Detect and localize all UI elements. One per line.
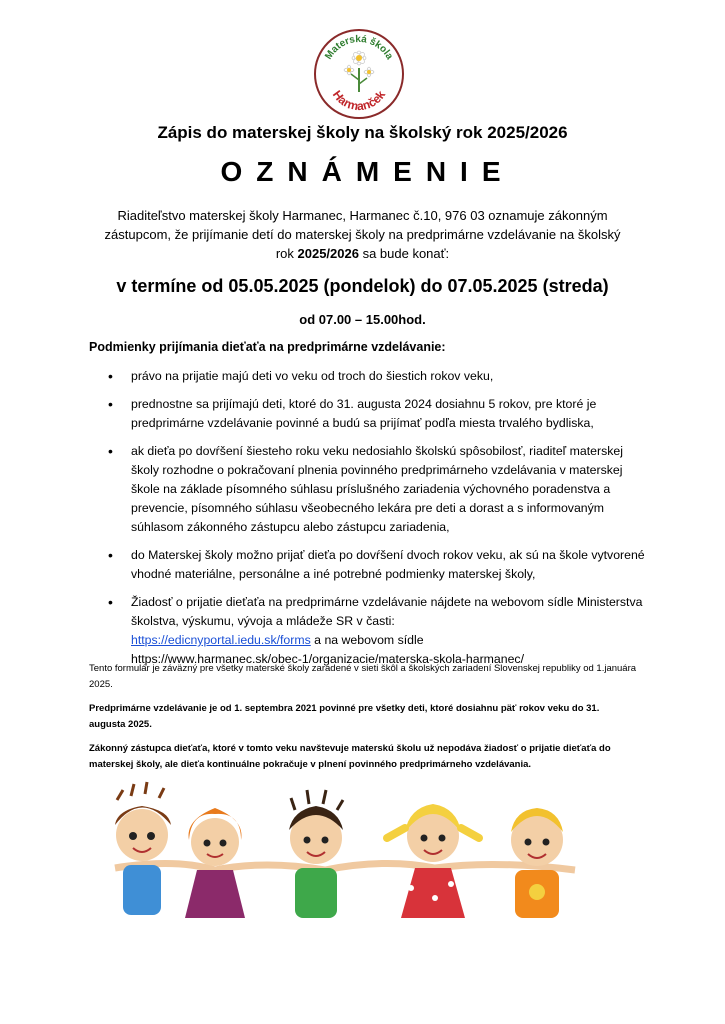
enrollment-dates: v termíne od 05.05.2025 (pondelok) do 07.05.2025 (streda) (116, 276, 609, 296)
application-info-text: Žiadosť o prijatie dieťaťa na predprimárne vzdelávanie nájdete na webovom sídle Ministerstva školstva, výskumu, vývoja a mládeže SR v časti: (131, 595, 643, 628)
note-guardian: Zákonný zástupca dieťaťa, ktoré v tomto veku navštevuje materskú školu už nepodáva žiadosť o prijatie dieťaťa do materskej školy, ale dieťa kontinuálne pokračuje v plnení povinného predprimárneho vzdelávania. (89, 743, 611, 770)
list-item: • ak dieťa po dovŕšení šiesteho roku veku nedosiahlo školskú spôsobilosť, riaditeľ materskej školy rozhodne o pokračovaní plnenia povinného predprimárneho vzdelávania v materskej škole na základe písomného súhlasu príslušného zariadenia výchovného poradenstva a prevencie, písomného súhlasu všeobecného lekára pre deti a dorast a s informovaným súhlasom zákonného zástupcu alebo zástupcu zariadenia, (89, 442, 649, 537)
intro-line-3-b: sa bude konať: (358, 246, 450, 261)
intro-line-2: zástupcom, že prijímanie detí do materskej školy na predprimárne vzdelávanie na školský (104, 227, 621, 242)
logo-text-top: Materská škola (323, 33, 395, 62)
list-item: • právo na prijatie majú deti vo veku od troch do šiestich rokov veku, (89, 367, 649, 386)
conditions-heading: Podmienky prijímania dieťaťa na predprimárne vzdelávanie: (89, 340, 446, 354)
subtitle: Zápis do materskej školy na školský rok 2025/2026 (157, 123, 568, 142)
children-holding-hands-icon (95, 770, 600, 920)
enrollment-hours: od 07.00 – 15.00hod. (299, 312, 426, 327)
edicny-portal-link[interactable]: https://edicnyportal.iedu.sk/forms (131, 633, 311, 647)
after-link-text: a na webovom sídle (310, 633, 424, 647)
logo-text-bottom: Harmanček (329, 87, 389, 114)
kindergarten-logo-icon (313, 28, 405, 120)
intro-paragraph (100, 206, 625, 263)
list-item: • prednostne sa prijímajú deti, ktoré do 31. augusta 2024 dosiahnu 5 rokov, pre ktoré je predprimárne vzdelávanie povinné a budú sa prijímať podľa miesta trvalého bydliska, (89, 395, 649, 433)
harmanec-url: https://www.harmanec.sk/obec-1/organizacie/materska-skola-harmanec/ (131, 652, 524, 666)
list-item (89, 593, 649, 669)
page-title: OZNÁMENIE (220, 156, 515, 187)
intro-line-3 (100, 244, 625, 263)
intro-line-3-a: rok (275, 246, 298, 261)
note-form-binding: Tento formulár je záväzný pre všetky materské školy zaradené v sieti škôl a školských zariadení Slovenskej republiky od 1.januára 2025. (89, 663, 637, 690)
school-year: 2025/2026 (297, 246, 359, 261)
list-item: • do Materskej školy možno prijať dieťa po dovŕšení dvoch rokov veku, ak sú na škole vytvorené vhodné materiálne, personálne a iné potrebné podmienky materskej školy, (89, 546, 649, 584)
note-mandatory-education: Predprimárne vzdelávanie je od 1. septembra 2021 povinné pre všetky deti, ktoré dosiahnu päť rokov veku do 31. augusta 2025. (89, 703, 600, 730)
conditions-list (89, 358, 649, 669)
intro-line-1: Riaditeľstvo materskej školy Harmanec, Harmanec č.10, 976 03 oznamuje zákonným (117, 208, 608, 223)
